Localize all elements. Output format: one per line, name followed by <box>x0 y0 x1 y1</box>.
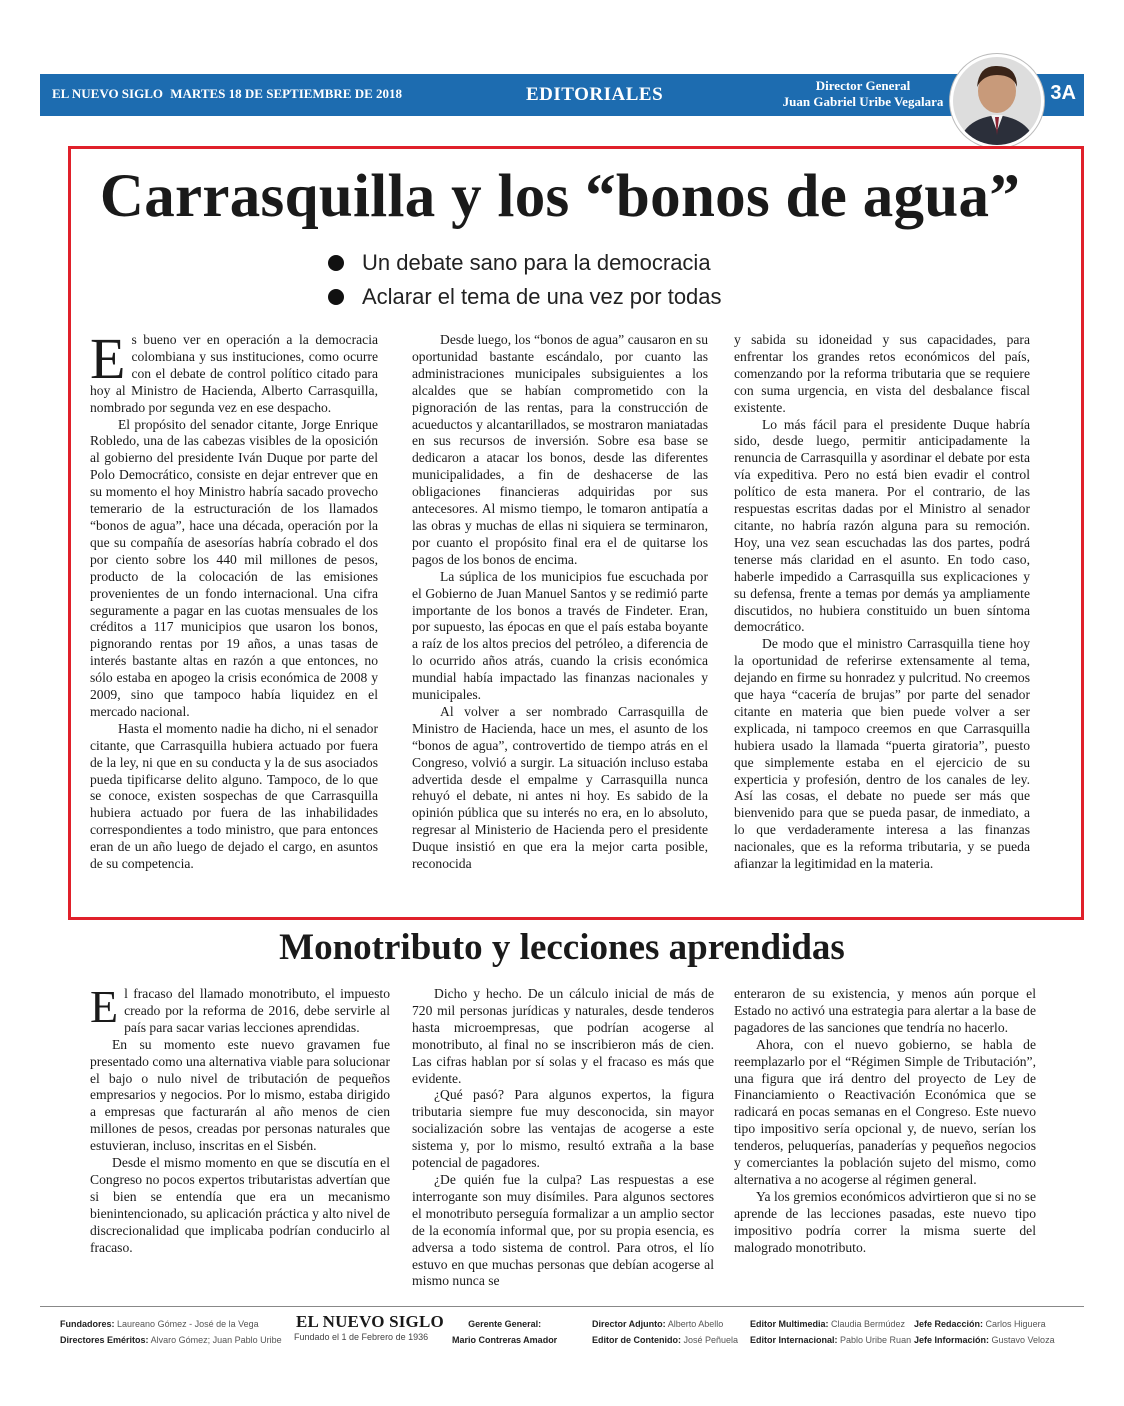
paragraph: Hasta el momento nadie ha dicho, ni el senador citante, que Carrasquilla hubiera actuado por fuera de la ley, ni que en su conducta y la de sus asociados pueda tipificarse delito alguno. Tampoco, de lo que se conoce, existen sospechas de que Carrasquilla hubiera actuado por fuera de las inhabilidades correspondientes a todo ministro, que para entonces eran de un año luego de dejado el cargo, en asuntos de su competencia. <box>90 720 378 872</box>
paragraph: Ahora, con el nuevo gobierno, se habla de reemplazarlo por el “Régimen Simple de Tributación”, una figura que irá dentro del proyecto de Ley de Financiamiento o Reactivación Económica que se radicará en pocas semanas en el Congreso. Este nuevo tipo impositivo sería opcional y, de nuevo, serían los tenderos, peluquerías, panaderías y pequeños negocios y comerciantes la población sujeto del mismo, como alternativa a no acogerse al régimen general. <box>734 1036 1036 1187</box>
paragraph: Ya los gremios económicos advirtieron que si no se aprende de las lecciones pasadas, este nuevo tipo impositivo podría correr la misma suerte del malogrado monotributo. <box>734 1188 1036 1255</box>
editorial-1-title: Carrasquilla y los “bonos de agua” <box>99 163 1021 230</box>
section-title: EDITORIALES <box>526 84 664 105</box>
header-date: MARTES 18 DE SEPTIEMBRE DE 2018 <box>170 86 403 101</box>
director-portrait <box>950 54 1044 148</box>
bullet-dot-icon <box>328 289 344 305</box>
paragraph: ¿De quién fue la culpa? Las respuestas a ese interrogante son muy disímiles. Para algunos sectores el monotributo perseguía formalizar a un amplio sector de la economía informal que, por su propia esencia, es adversa a todo sistema de control. Para otros, el lío estuvo en que muchas personas que debían acogerse al mismo nunca se <box>412 1171 714 1289</box>
footer-gerente: Gerente General: Mario Contreras Amador <box>452 1319 558 1345</box>
editorial-2-title: Monotributo y lecciones aprendidas <box>279 927 845 968</box>
paragraph: Es bueno ver en operación a la democracia colombiana y sus instituciones, como ocurre con el debate de control político citado para hoy al Ministro de Hacienda, Alberto Carrasquilla, nombrado por segunda vez en ese despacho. <box>90 326 378 415</box>
paragraph: Lo más fácil para el presidente Duque habría sido, desde luego, permitir anticipadamente la renuncia de Carrasquilla y asordinar el debate por esta vía expeditiva. Pero no está bien evadir el control político de esta manera. Por el contrario, de las respuestas escritas dadas por el Ministro al senador citante, no habría razón alguna para su remoción. Hoy, una vez sean escuchadas las dos partes, podrá tenerse más claridad en el asunto. En todo caso, haberle impedido a Carrasquilla sus explicaciones y su defensa, frente a temas por demás ya ampliamente discutidos, no hubiera constituido un buen síntoma democrático. <box>734 416 1030 635</box>
paragraph: Al volver a ser nombrado Carrasquilla de Ministro de Hacienda, hace un mes, el asunto de los “bonos de agua”, controvertido de tiempo atrás en el Congreso, volvió a surgir. La situación incluso estaba advertida desde el empalme y Carrasquilla nunca rehuyó el debate, ni antes ni hoy. Es sabido de la opinión pública que su interés no era, en lo absoluto, regresar al Ministerio de Hacienda pero el presidente Duque insistió en que era la mejor carta posible, reconocida <box>412 703 708 872</box>
header-masthead <box>52 86 402 102</box>
bullet-item <box>328 246 722 280</box>
footer-editors-3: Jefe Redacción: Carlos Higuera Jefe Información: Gustavo Veloza <box>914 1319 1055 1345</box>
paragraph: En su momento este nuevo gravamen fue presentado como una alternativa viable para solucionar el bajo o nulo nivel de tributación de pequeños empresarios y negocios. Por lo mismo, estaba dirigido a empresas que facturarán al año menos de cien millones de pesos, creadas por personas naturales que estuvieran, incluso, inscritas en el Sisbén. <box>90 1036 390 1154</box>
director-name: Juan Gabriel Uribe Vegalara <box>782 94 944 109</box>
paragraph: Desde el mismo momento en que se discutía en el Congreso no pocos expertos tributaristas advertían que si bien se entendía que era un mecanismo bienintencionado, su aplicación práctica y alto nivel de discrecionalidad que implicaba podrían conducirlo al fracaso. <box>90 1155 390 1255</box>
director-title: Director General <box>815 78 911 93</box>
editorial-1-column-3 <box>734 332 1030 873</box>
footer-divider <box>40 1306 1084 1307</box>
paragraph: enteraron de su existencia, y menos aún porque el Estado no activó una estrategia para alertar a la base de pagadores de las sanciones que tendría no hacerlo. <box>734 986 1036 1035</box>
editorial-1-column-1 <box>90 326 378 873</box>
editorial-2-column-3 <box>734 986 1036 1257</box>
footer-logo: EL NUEVO SIGLO <box>296 1312 444 1331</box>
footer-editors-1: Director Adjunto: Alberto Abello Editor de Contenido: José Peñuela <box>592 1319 739 1345</box>
editorial-1-bullets <box>328 246 722 314</box>
bullet-dot-icon <box>328 255 344 271</box>
editorial-2-column-1 <box>90 981 390 1257</box>
paragraph: La súplica de los municipios fue escuchada por el Gobierno de Juan Manuel Santos y se redimió parte importante de los bonos a través de Findeter. Eran, por supuesto, las épocas en que el país estaba boyante a raíz de los altos precios del petróleo, a diferencia de lo ocurrido años atrás, cuando la crisis económica mundial había impactado las finanzas nacionales y municipales. <box>412 568 708 703</box>
bullet-text: Aclarar el tema de una vez por todas <box>362 284 722 309</box>
footer-founders: Fundadores: Laureano Gómez - José de la Vega Directores Eméritos: Alvaro Gómez; Juan Pablo Uribe <box>60 1319 282 1345</box>
editorial-2-column-2 <box>412 986 714 1290</box>
footer-editors-2: Editor Multimedia: Claudia Bermúdez Editor Internacional: Pablo Uribe Ruan <box>750 1319 912 1345</box>
paragraph: Dicho y hecho. De un cálculo inicial de más de 720 mil personas jurídicas y naturales, desde tenderos hasta microempresas, que podrían acogerse al monotributo, al final no se inscribieron más de cien. Las cifras hablan por sí solas y el fracaso es más que evidente. <box>412 986 714 1086</box>
paragraph: El propósito del senador citante, Jorge Enrique Robledo, una de las cabezas visibles de la oposición al gobierno del presidente Iván Duque por parte del Polo Democrático, consiste en dejar entrever que en su momento el hoy Ministro habría sacado provecho temerario de la estructuración de los llamados “bonos de agua”, hace una década, operación por la que su compañía de asesorías habría cobrado el dos por ciento sobre los 440 mil millones de pesos, producto de la colocación de las emisiones provenientes de un fondo internacional. Una cifra seguramente a pagar en las cuotas mensuales de los créditos a 117 municipios que usaron los bonos, pignorando rentas por 19 años, a unas tasas de interés bastante altas en razón a que entonces, no sólo estaba en apogeo la crisis económica de 2008 y 2009, sino que tampoco había liquidez en el mercado nacional. <box>90 416 378 719</box>
header-paper-name: EL NUEVO SIGLO <box>52 86 163 101</box>
director-block <box>748 78 978 110</box>
page-number: 3A <box>1050 82 1076 104</box>
drop-cap: E <box>90 326 126 391</box>
bullet-text: Un debate sano para la democracia <box>362 250 711 275</box>
footer-founded: Fundado el 1 de Febrero de 1936 <box>294 1332 429 1342</box>
bullet-item <box>328 280 722 314</box>
paragraph: Desde luego, los “bonos de agua” causaron en su oportunidad bastante escándalo, por cuanto las administraciones municipales subsiguientes a los alcaldes que se habían comprometido con la pignoración de las rentas, para la construcción de acueductos y alcantarillados, se mostraron maniatadas en sus recursos de inversión. Sobre esa base se dedicaron a atacar los bonos, desde las diferentes municipalidades, a fin de deshacerse de las obligaciones financieras adquiridas por sus antecesores. Al mismo tiempo, le tomaron antipatía a las obras y muchas de ellas ni siquiera se terminaron, por cuanto el propósito final era el de quitarse los pagos de los bonos de encima. <box>412 332 708 567</box>
drop-cap: E <box>90 981 119 1032</box>
paragraph: De modo que el ministro Carrasquilla tiene hoy la oportunidad de referirse extensamente al tema, dejando en firme su honradez y pulcritud. No creemos que haya “cacería de brujas” por parte del senador citante en materia que bien puede volver a ser explicada, ni tampoco creemos en que Carrasquilla hubiera usado la llamada “puerta giratoria”, puesto que simplemente estaba en el ejercicio de su experticia y profesión, dentro de los canales de ley. Así las cosas, el debate no puede ser más que bienvenido para que se pueda pasar, de inmediato, a lo que verdaderamente interesa a las finanzas nacionales, que es la reforma tributaria, y se pueda afianzar la legitimidad en la materia. <box>734 636 1030 872</box>
paragraph: y sabida su idoneidad y sus capacidades, para enfrentar los grandes retos económicos del país, comenzando por la reforma tributaria que se requiere con suma urgencia, en vista del desbalance fiscal existente. <box>734 332 1030 415</box>
paragraph: ¿Qué pasó? Para algunos expertos, la figura tributaria siempre fue muy desconocida, sin mayor socialización sobre las ventajas de acogerse a este sistema y, por lo mismo, resultó extraña a la base potencial de pagadores. <box>412 1087 714 1171</box>
editorial-1-column-2 <box>412 332 708 873</box>
paragraph: El fracaso del llamado monotributo, el impuesto creado por la reforma de 2016, debe servirle al país para sacar varias lecciones aprendidas. <box>90 981 390 1035</box>
header-bar <box>40 74 1084 116</box>
